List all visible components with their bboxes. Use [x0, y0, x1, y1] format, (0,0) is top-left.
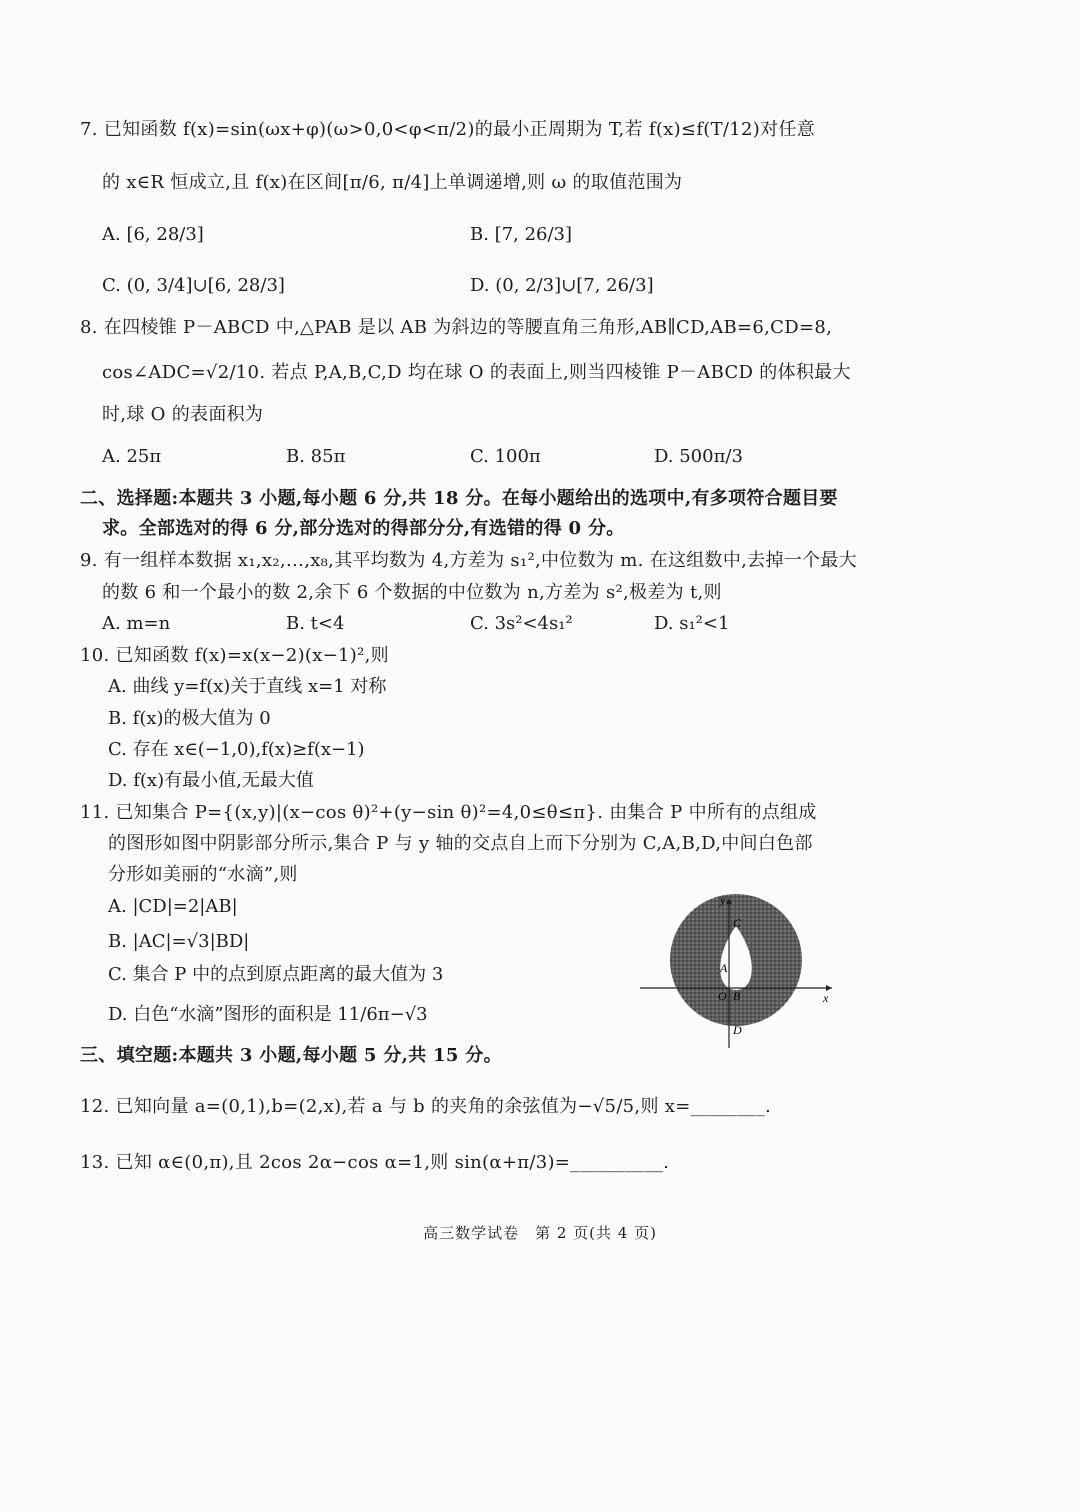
q8-option-a: A. 25π: [102, 446, 162, 467]
q8-option-d: D. 500π/3: [654, 446, 743, 467]
q11-option-d: D. 白色“水滴”图形的面积是 11/6π−√3: [108, 1004, 428, 1025]
q7-option-b: B. [7, 26/3]: [470, 224, 573, 245]
q7-option-c: C. (0, 3/4]∪[6, 28/3]: [102, 275, 285, 296]
section3-heading: 三、填空题:本题共 3 小题,每小题 5 分,共 15 分。: [80, 1045, 502, 1066]
q9-stem-line2: 的数 6 和一个最小的数 2,余下 6 个数据的中位数为 n,方差为 s²,极差为 t,则: [102, 582, 722, 603]
q7-stem-line1: 7. 已知函数 f(x)=sin(ωx+φ)(ω>0,0<φ<π/2)的最小正周期为 T,若 f(x)≤f(T/12)对任意: [80, 119, 815, 140]
label-d: D: [733, 1023, 742, 1037]
q11-option-b: B. |AC|=√3|BD|: [108, 931, 250, 952]
q11-option-a: A. |CD|=2|AB|: [108, 896, 238, 917]
q7-option-d: D. (0, 2/3]∪[7, 26/3]: [470, 275, 654, 296]
q10-stem: 10. 已知函数 f(x)=x(x−2)(x−1)²,则: [80, 645, 389, 666]
page-footer: 高三数学试卷 第 2 页(共 4 页): [423, 1224, 657, 1242]
q11-stem-line2: 的图形如图中阴影部分所示,集合 P 与 y 轴的交点自上而下分别为 C,A,B,D,中间白色部: [108, 833, 813, 854]
q8-stem-line1: 8. 在四棱锥 P－ABCD 中,△PAB 是以 AB 为斜边的等腰直角三角形,AB∥CD,AB=6,CD=8,: [80, 317, 833, 338]
section2-heading-line2: 求。全部选对的得 6 分,部分选对的得部分分,有选错的得 0 分。: [102, 518, 625, 539]
q12-stem: 12. 已知向量 a=(0,1),b=(2,x),若 a 与 b 的夹角的余弦值为−√5/5,则 x=________.: [80, 1096, 772, 1117]
label-x: x: [823, 991, 829, 1005]
q9-option-d: D. s₁²<1: [654, 613, 730, 634]
q9-option-b: B. t<4: [286, 613, 345, 634]
q11-stem-line1: 11. 已知集合 P={(x,y)|(x−cos θ)²+(y−sin θ)²=4,0≤θ≤π}. 由集合 P 中所有的点组成: [80, 802, 817, 823]
label-c: C: [733, 916, 742, 930]
q7-stem-line2: 的 x∈R 恒成立,且 f(x)在区间[π/6, π/4]上单调递增,则 ω 的取值范围为: [102, 172, 683, 193]
q11-figure: [636, 890, 836, 1050]
q13-stem: 13. 已知 α∈(0,π),且 2cos 2α−cos α=1,则 sin(α+π/3)=__________.: [80, 1152, 670, 1173]
q8-stem-line2: cos∠ADC=√2/10. 若点 P,A,B,C,D 均在球 O 的表面上,则当四棱锥 P－ABCD 的体积最大: [102, 362, 851, 383]
q9-option-a: A. m=n: [102, 613, 171, 634]
label-a: A: [720, 961, 728, 975]
q8-option-c: C. 100π: [470, 446, 541, 467]
q10-option-b: B. f(x)的极大值为 0: [108, 708, 271, 729]
q10-option-d: D. f(x)有最小值,无最大值: [108, 770, 314, 791]
q8-stem-line3: 时,球 O 的表面积为: [102, 404, 264, 425]
label-o: O: [718, 989, 727, 1003]
q11-option-c: C. 集合 P 中的点到原点距离的最大值为 3: [108, 964, 444, 985]
q9-option-c: C. 3s²<4s₁²: [470, 613, 573, 634]
q11-stem-line3: 分形如美丽的“水滴”,则: [108, 864, 298, 885]
label-y: y: [720, 893, 726, 907]
q10-option-c: C. 存在 x∈(−1,0),f(x)≥f(x−1): [108, 739, 365, 760]
q9-stem-line1: 9. 有一组样本数据 x₁,x₂,…,x₈,其平均数为 4,方差为 s₁²,中位数为 m. 在这组数中,去掉一个最大: [80, 550, 857, 571]
section2-heading-line1: 二、选择题:本题共 3 小题,每小题 6 分,共 18 分。在每小题给出的选项中,有多项符合题目要: [80, 488, 838, 509]
label-b: B: [733, 989, 741, 1003]
q8-option-b: B. 85π: [286, 446, 346, 467]
q10-option-a: A. 曲线 y=f(x)关于直线 x=1 对称: [108, 676, 387, 697]
q7-option-a: A. [6, 28/3]: [102, 224, 204, 245]
